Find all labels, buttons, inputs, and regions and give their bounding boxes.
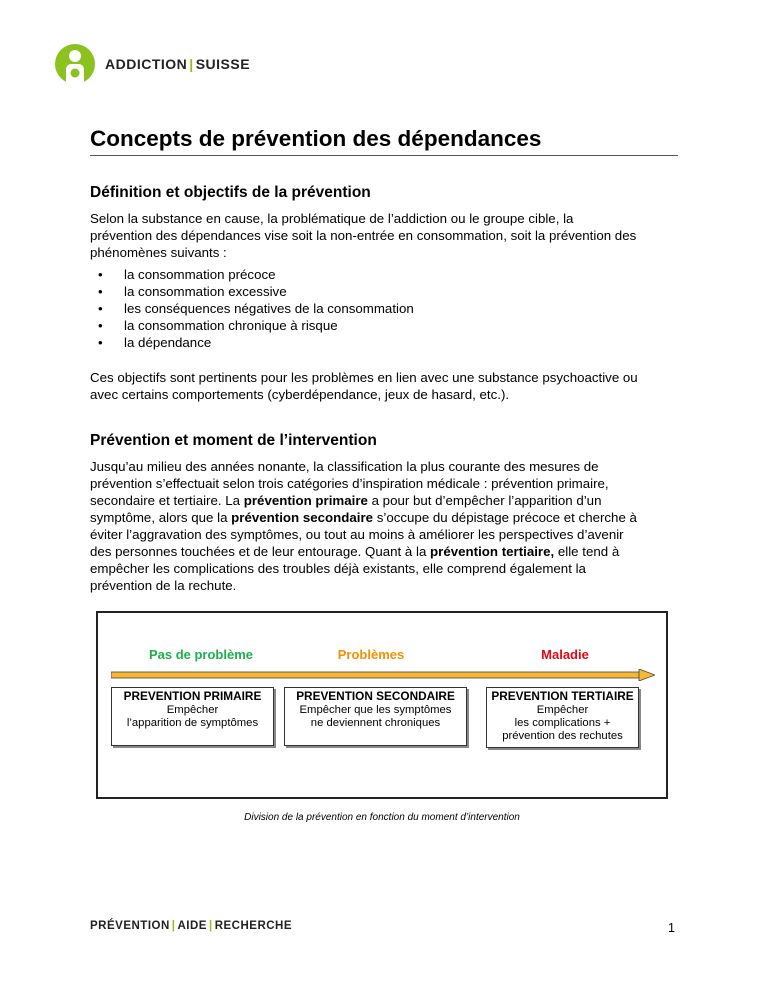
text-line: phénomènes suivants : — [90, 245, 227, 260]
box-title: PREVENTION PRIMAIRE — [123, 689, 262, 703]
logo-name-right: SUISSE — [195, 56, 251, 72]
logo — [55, 44, 250, 84]
prevention-timeline-diagram — [96, 611, 668, 799]
text-line: Ces objectifs sont pertinents pour les problèmes en lien avec une substance psychoactive ou — [90, 370, 638, 385]
section2-paragraph — [90, 458, 700, 594]
logo-name-left: ADDICTION — [105, 56, 188, 72]
footer-brand-part: AIDE — [177, 920, 207, 932]
stage-label-problems: Problèmes — [337, 647, 405, 662]
text-line: prévention de la rechute. — [90, 578, 237, 593]
box-title: PREVENTION TERTIAIRE — [491, 689, 634, 703]
bullet-item: • la dépendance — [90, 334, 414, 351]
addiction-suisse-logo-icon — [55, 44, 95, 84]
box-description: Empêcher l’apparition de symptômes — [126, 704, 259, 729]
footer-brand-part: PRÉVENTION — [90, 920, 170, 932]
box-description: Empêcher les complications + prévention des rechutes — [502, 704, 623, 742]
text-run: symptôme, alors que la — [90, 510, 232, 525]
term-primary-prevention: prévention primaire — [243, 493, 368, 508]
bullet-item: • la consommation précoce — [90, 266, 414, 283]
section-heading-definition: Définition et objectifs de la prévention — [90, 184, 371, 201]
box-tertiary-prevention — [486, 687, 639, 748]
stage-label-illness: Maladie — [541, 647, 589, 662]
box-secondary-prevention — [284, 687, 467, 746]
document-title: Concepts de prévention des dépendances — [90, 126, 678, 156]
text-line: éviter l’aggravation des symptômes, ou tout au moins à améliorer les perspectives d’avenir — [90, 527, 624, 542]
bullet-item: • la consommation chronique à risque — [90, 317, 414, 334]
text-line: avec certains comportements (cyberdépendance, jeux de hasard, etc.). — [90, 387, 510, 402]
text-line — [90, 509, 700, 526]
section1-intro-paragraph — [90, 210, 690, 261]
text-line: Selon la substance en cause, la problématique de l’addiction ou le groupe cible, la — [90, 211, 574, 226]
bullet-item: • la consommation excessive — [90, 283, 414, 300]
text-line — [90, 492, 700, 509]
text-run: des personnes touchées et de leur entourage. Quant à la — [90, 544, 431, 559]
box-title: PREVENTION SECONDAIRE — [296, 689, 455, 703]
footer-separator: | — [208, 920, 213, 932]
diagram-caption: Division de la prévention en fonction du moment d’intervention — [244, 812, 520, 823]
logo-wordmark — [105, 56, 250, 72]
text-run: a pour but d’empêcher l’apparition d’un — [367, 493, 602, 508]
term-secondary-prevention: prévention secondaire — [231, 510, 374, 525]
section-heading-intervention: Prévention et moment de l’intervention — [90, 432, 377, 449]
text-run: secondaire et tertiaire. La — [90, 493, 244, 508]
footer-brand — [90, 920, 292, 932]
stage-label-no-problem: Pas de problème — [148, 647, 254, 662]
timeline-arrow-icon — [111, 669, 655, 681]
page-number: 1 — [668, 921, 675, 935]
objectives-bullet-list — [90, 266, 414, 351]
text-run: s’occupe du dépistage précoce et cherche à — [373, 510, 637, 525]
text-line: prévention des dépendances vise soit la non-entrée en consommation, soit la prévention des — [90, 228, 637, 243]
box-description: Empêcher que les symptômes ne deviennent chroniques — [299, 704, 452, 729]
text-line: prévention s’effectuait selon trois catégories d’inspiration médicale : prévention primaire, — [90, 476, 609, 491]
section1-closing-paragraph — [90, 369, 690, 403]
text-line — [90, 543, 700, 560]
bullet-item: • les conséquences négatives de la consommation — [90, 300, 414, 317]
term-tertiary-prevention: prévention tertiaire, — [430, 544, 555, 559]
text-line: Jusqu’au milieu des années nonante, la classification la plus courante des mesures de — [90, 459, 599, 474]
footer-separator: | — [171, 920, 176, 932]
text-line: empêcher les complications des troubles déjà existants, elle comprend également la — [90, 561, 586, 576]
box-primary-prevention — [111, 687, 274, 746]
text-run: elle tend à — [554, 544, 620, 559]
footer-brand-part: RECHERCHE — [214, 920, 293, 932]
logo-separator: | — [189, 56, 194, 72]
